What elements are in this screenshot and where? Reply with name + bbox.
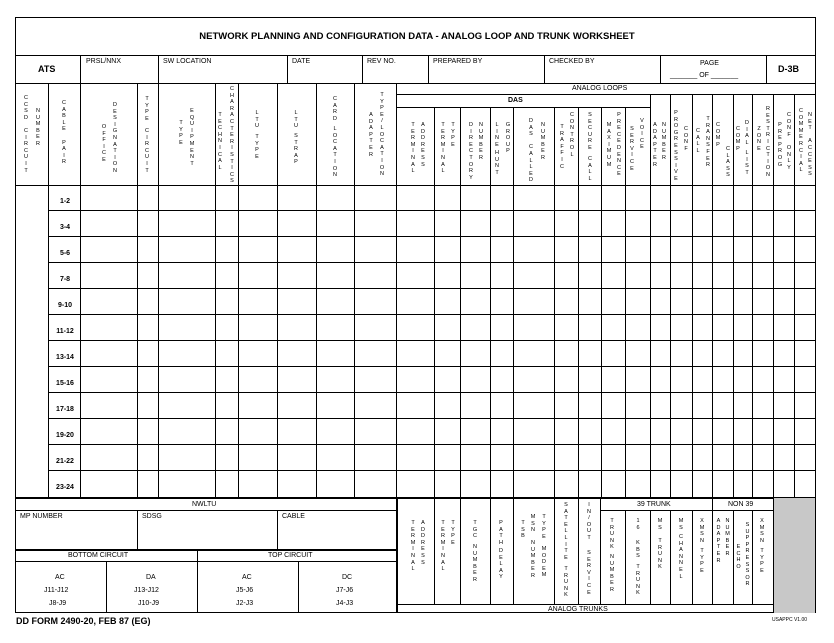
sdsg-label: SDSG (142, 513, 162, 520)
col-net-access: N E T A C C E S S (808, 112, 812, 178)
col-number4: N U M B E R (661, 122, 667, 161)
j2-label: J2-J3 (236, 600, 254, 607)
col-number: N U M B E R (35, 108, 41, 147)
row-divider (48, 392, 816, 393)
col-number2: N U M B E R (478, 122, 484, 161)
dc1-label: DA (146, 574, 156, 581)
col-card: C A R D (333, 96, 337, 122)
form-number: DD FORM 2490-20, FEB 87 (EG) (16, 616, 151, 626)
col-list: L I S T (745, 150, 749, 176)
bt-trunk-number: T R U N K (610, 518, 614, 551)
col-transfer: T R A N S F E R (706, 116, 710, 169)
col-type-t: T Y P E (451, 122, 455, 148)
col-conference: C O N F (683, 126, 689, 152)
col-terminal1: T E R M I N A L (410, 122, 416, 175)
col-traffic: T R A F F I C (560, 124, 564, 170)
ats-label: ATS (38, 64, 56, 74)
col-control: C O N T R O L (569, 112, 575, 158)
col-adapter: A D A P T E R (369, 112, 373, 158)
bt-ms: M S (657, 518, 663, 531)
cable-pair-row-label: 17-18 (56, 406, 74, 413)
col-line: L I N E (495, 122, 499, 148)
col-ltu: L T U (255, 110, 259, 130)
bt-path: P A T H (499, 520, 503, 546)
cable-pair-row-label: 1-2 (59, 198, 71, 205)
col-restriction: R E S T R I C T I O N (765, 106, 771, 178)
col-zone: Z O N E (756, 126, 762, 152)
prsl-label: PRSL/NNX (86, 58, 122, 65)
bt-xmsn2: X M S N (759, 518, 765, 544)
row-divider (48, 262, 816, 263)
col-characteristics: C H A R A C T E R I S T I C S (230, 86, 234, 185)
col-type-eq: T Y P E (179, 120, 183, 146)
col-call-transfer: C A L L (696, 128, 700, 154)
col-hunt: H U N T (495, 150, 499, 176)
das-label: DAS (508, 97, 523, 104)
cable-pair-row-label: 9-10 (57, 302, 72, 309)
bt-16: 1 6 (636, 518, 640, 531)
col-group: G R O U P (505, 122, 511, 155)
row-divider (48, 288, 816, 289)
col-dial-list: D I A L (745, 120, 749, 146)
col-maximum: M A X I M U M (606, 122, 612, 168)
ac1-label: AC (55, 574, 65, 581)
bt-satellite: S A T E L L I T E (564, 502, 568, 561)
row-divider (48, 418, 816, 419)
col-class: C L A S S (726, 146, 730, 179)
col-precedence: P R E C E D E N C E (617, 112, 621, 178)
col-ccsd: C C S D C I R C U I T (24, 95, 28, 174)
row-divider (48, 340, 816, 341)
bt-msn: M S N (530, 514, 536, 534)
bt-ms-trunk: T R U N K (658, 538, 662, 571)
j7-label: J7-J6 (336, 587, 354, 594)
bt-echo: E C H O (736, 544, 741, 570)
cable-pair-row-label: 3-4 (59, 224, 71, 231)
nwltu-label: NWLTU (192, 501, 217, 508)
col-cable-pair: C A B L E P A I R (62, 100, 66, 166)
bt-modem: M O D E M (541, 546, 547, 579)
non39-label: NON 39 (728, 501, 754, 508)
form-id: D-3B (778, 64, 800, 74)
col-type-circuit-a: T Y P E (145, 96, 149, 122)
col-terminal2: T E R M I N A L (440, 122, 446, 175)
col-type-circuit-b: C I R C U I T (145, 128, 149, 174)
form-title: NETWORK PLANNING AND CONFIGURATION DATA - ANALOG LOOP AND TRUNK WORKSHEET (199, 31, 635, 42)
top-circuit-label: TOP CIRCUIT (268, 552, 313, 559)
col-progressive: P R O G R E S S I V E (673, 110, 679, 182)
col-ltu2: L T U (294, 110, 298, 130)
mp-number-label: MP NUMBER (20, 513, 63, 520)
cable-pair-row-label: 23-24 (56, 484, 74, 491)
bt-service: S E R V I C E (587, 550, 591, 596)
col-ltu-type: T Y P E (255, 134, 259, 160)
ac2-label: AC (242, 574, 252, 581)
col-das-called: D A S C A L L E D (529, 118, 533, 184)
col-strap: S T R A P (294, 133, 298, 166)
col-comp2: C O M P (735, 126, 741, 152)
bt-trunk: T R U N K (564, 566, 568, 599)
bt-type-modem: T Y P E (542, 514, 546, 540)
bt-terminal: T E R M I N A L (410, 520, 416, 573)
col-address: A D D R E S S (421, 122, 425, 168)
j4-label: J4-J3 (336, 600, 354, 607)
col-number3: N U M B E R (540, 122, 546, 161)
col-directory: D I R E C T O R Y (468, 122, 474, 181)
bt-terminal2: T E R M I N A L (440, 520, 446, 573)
dc2-label: DC (342, 574, 353, 581)
row-divider (48, 470, 816, 471)
j10-label: J10-J9 (138, 600, 160, 607)
row-divider (48, 366, 816, 367)
bt-anumber: N U M B E R (725, 518, 730, 557)
cable-pair-row-label: 21-22 (56, 458, 74, 465)
col-voice: V O I C E (639, 118, 645, 151)
bt-xmsn: X M S N (699, 518, 705, 544)
bt-inout: I N / O U T (586, 502, 592, 541)
page-of-label: _______ OF _______ (670, 72, 739, 79)
bt-kbs: K B S (636, 540, 640, 560)
date-label: DATE (292, 58, 311, 65)
col-commercial: C O M M E R C I A L (798, 108, 804, 174)
cable-pair-row-label: 11-12 (56, 328, 74, 335)
col-secure: S E C U R E (588, 112, 592, 151)
col-adapter2: A D A P T E R (653, 122, 657, 168)
cable-pair-row-label: 5-6 (59, 250, 71, 257)
bt-suppressor: S U P P R E S S O R (745, 522, 750, 588)
bt-tsb: T S B (521, 520, 525, 540)
rev-no-label: REV NO. (367, 58, 396, 65)
cable-pair-row-label: 15-16 (56, 380, 74, 387)
bt-type: T Y P E (451, 520, 455, 546)
bt-trunk2: T R U N K (636, 564, 640, 597)
bt-adapter: A D A P T E R (716, 518, 721, 564)
cable-pair-row-label: 19-20 (56, 432, 74, 439)
j5-label: J5-J6 (236, 587, 254, 594)
col-comp: C O M P (715, 122, 721, 148)
col-office: O F F I C E (101, 124, 107, 163)
shaded-cell (773, 498, 815, 613)
col-conf-only: C O N F O N L Y (786, 112, 792, 171)
bt-xtype: T Y P E (700, 548, 704, 574)
bt-channel: C H A N N E L (679, 534, 683, 580)
bt-number: N U M B E R (472, 544, 478, 583)
cable-label: CABLE (282, 513, 305, 520)
bt-ms2: M S (678, 518, 684, 531)
checked-by-label: CHECKED BY (549, 58, 595, 65)
bt-tnumber: N U M B E R (609, 554, 615, 593)
prepared-by-label: PREPARED BY (433, 58, 483, 65)
trunk39-label: 39 TRUNK (637, 501, 671, 508)
sw-location-label: SW LOCATION (163, 58, 212, 65)
row-divider (48, 236, 816, 237)
bt-delay: D E L A Y (499, 548, 503, 581)
col-designation: D E S I G N A T I O N (112, 102, 118, 174)
col-type-location: T Y P E / L O C A T I O N (379, 92, 385, 178)
j8-label: J8-J9 (49, 600, 67, 607)
col-call: C A L L (588, 156, 592, 182)
col-preprog: P R E P R O G (777, 122, 783, 168)
bt-type2: T Y P E (760, 548, 764, 574)
col-equipment: E Q U I P M E N T (189, 108, 195, 167)
bottom-circuit-label: BOTTOM CIRCUIT (68, 552, 129, 559)
j11-label: J11-J12 (44, 587, 69, 594)
analog-trunks-label: ANALOG TRUNKS (548, 606, 608, 613)
bt-tgc: T G C (472, 520, 478, 540)
col-service: S E R V I C E (630, 126, 634, 172)
bt-address: A D D R E S S (421, 520, 425, 566)
cable-pair-row-label: 7-8 (59, 276, 71, 283)
j13-label: J13-J12 (134, 587, 159, 594)
analog-loops-label: ANALOG LOOPS (572, 85, 628, 92)
row-divider (48, 210, 816, 211)
form-version: USAPPC V1.00 (772, 617, 808, 623)
col-card-location: L O C A T I O N (332, 126, 338, 179)
bt-number2: N U M B E R (530, 540, 536, 579)
row-divider (48, 444, 816, 445)
cable-pair-row-label: 13-14 (56, 354, 74, 361)
row-divider (48, 314, 816, 315)
page-label: PAGE (700, 60, 719, 67)
col-technical: T E C H N I C A L (218, 112, 222, 171)
